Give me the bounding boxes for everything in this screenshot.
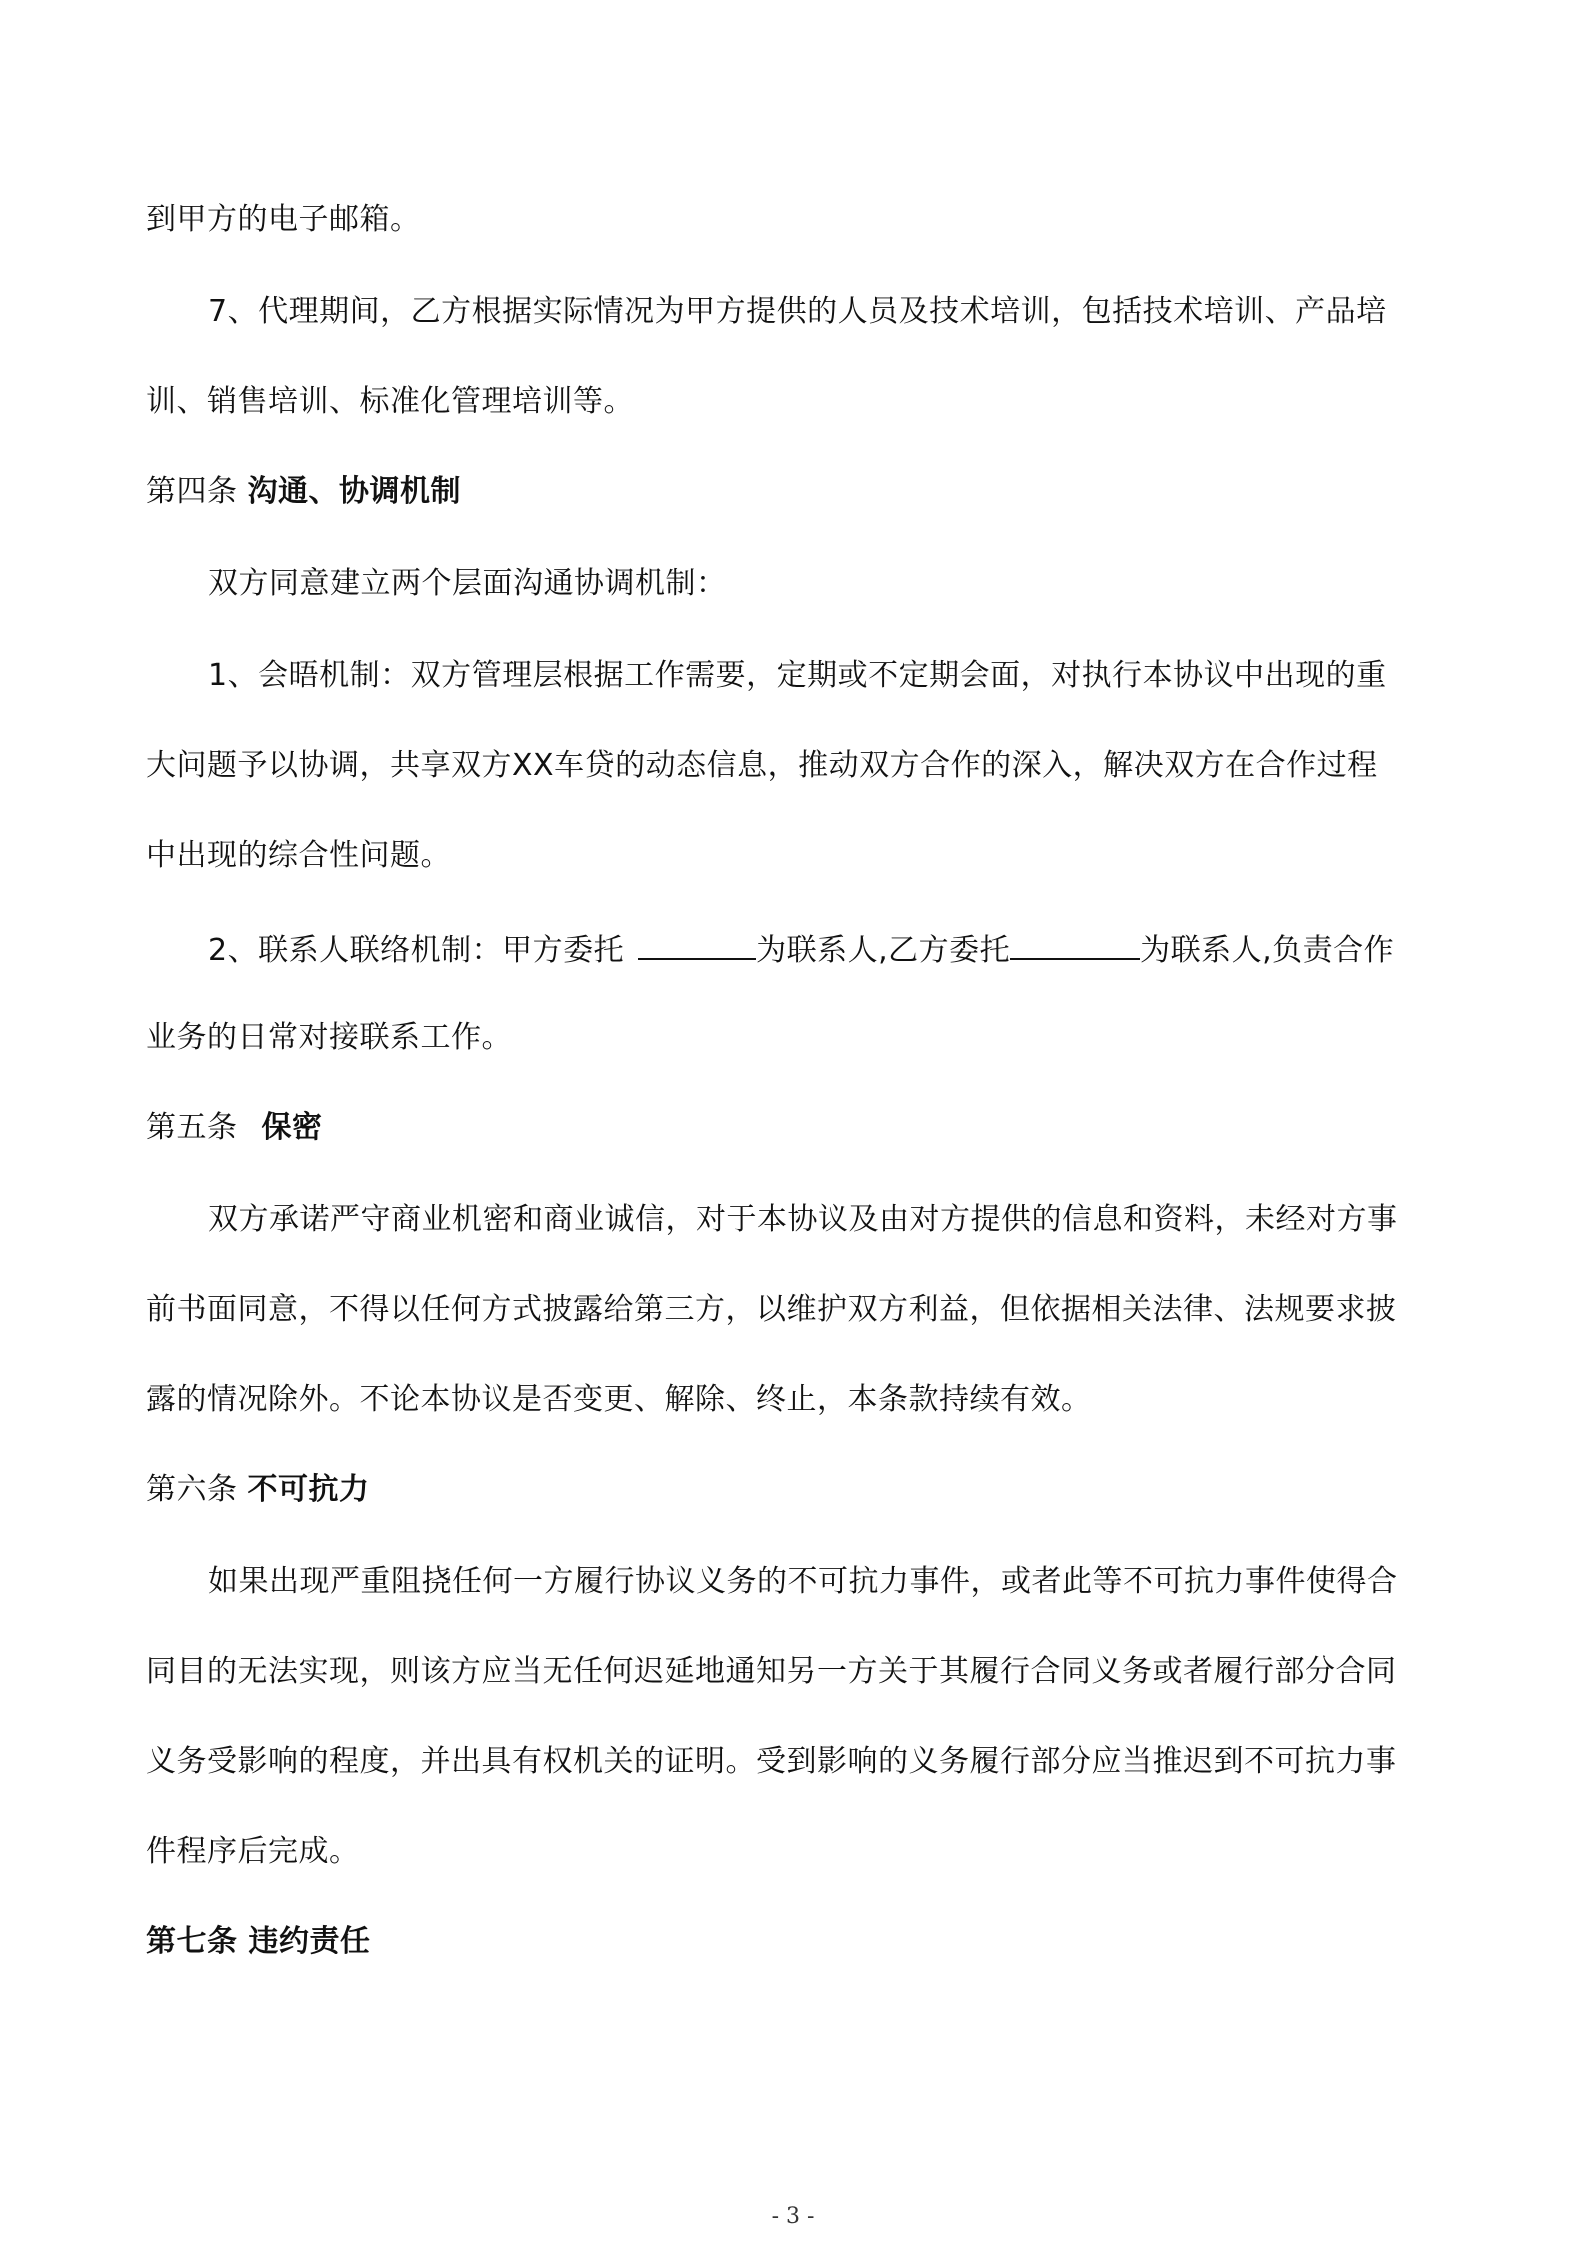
paragraph-line: 如果出现严重阻挠任何一方履行协议义务的不可抗力事件，或者此等不可抗力事件使得合 [208,1564,1398,1599]
page-number: - 3 - [771,2204,815,2229]
section-title: 沟通、协调机制 [247,474,462,509]
paragraph-line: 大问题予以协调，共享双方XX车贷的动态信息，推动双方合作的深入，解决双方在合作过程 [146,748,1378,783]
paragraph-line: 到甲方的电子邮箱。 [146,202,421,237]
line-text: 2、联系人联络机制：甲方委托 [208,933,625,968]
paragraph-line: 件程序后完成。 [146,1834,360,1869]
section-number: 第七条 [146,1924,238,1959]
paragraph-line: 同目的无法实现，则该方应当无任何迟延地通知另一方关于其履行合同义务或者履行部分合同 [146,1654,1397,1689]
paragraph-line: 业务的日常对接联系工作。 [146,1020,512,1055]
line-text: 为联系人,负责合作 [1140,933,1395,968]
paragraph-line: 露的情况除外。不论本协议是否变更、解除、终止，本条款持续有效。 [146,1382,1092,1417]
section-number: 第五条 [146,1110,238,1145]
section-number: 第六条 [146,1472,238,1507]
paragraph-line: 前书面同意，不得以任何方式披露给第三方，以维护双方利益，但依据相关法律、法规要求披 [146,1292,1397,1327]
section-number: 第四条 [146,474,238,509]
blank-fill-line [638,928,756,960]
section-title: 违约责任 [248,1924,371,1959]
section-title: 保密 [261,1110,323,1145]
line-text: 为联系人,乙方委托 [756,933,1011,968]
paragraph-line: 义务受影响的程度，并出具有权机关的证明。受到影响的义务履行部分应当推迟到不可抗力事 [146,1744,1397,1779]
section-title: 不可抗力 [247,1472,370,1507]
paragraph-line: 中出现的综合性问题。 [146,838,451,873]
section-heading-6 [146,1470,370,1510]
paragraph-line: 双方同意建立两个层面沟通协调机制： [208,566,727,601]
section-heading-5 [146,1108,323,1148]
paragraph-line: 双方承诺严守商业机密和商业诚信，对于本协议及由对方提供的信息和资料，未经对方事 [208,1202,1398,1237]
section-heading-7 [146,1922,370,1962]
blank-fill-line [1010,928,1140,960]
paragraph-line: 训、销售培训、标准化管理培训等。 [146,384,634,419]
paragraph-line [208,928,1394,971]
section-heading-4 [146,472,461,512]
paragraph-line: 7、代理期间，乙方根据实际情况为甲方提供的人员及技术培训，包括技术培训、产品培 [208,294,1387,329]
paragraph-line: 1、会晤机制：双方管理层根据工作需要，定期或不定期会面，对执行本协议中出现的重 [208,658,1387,693]
